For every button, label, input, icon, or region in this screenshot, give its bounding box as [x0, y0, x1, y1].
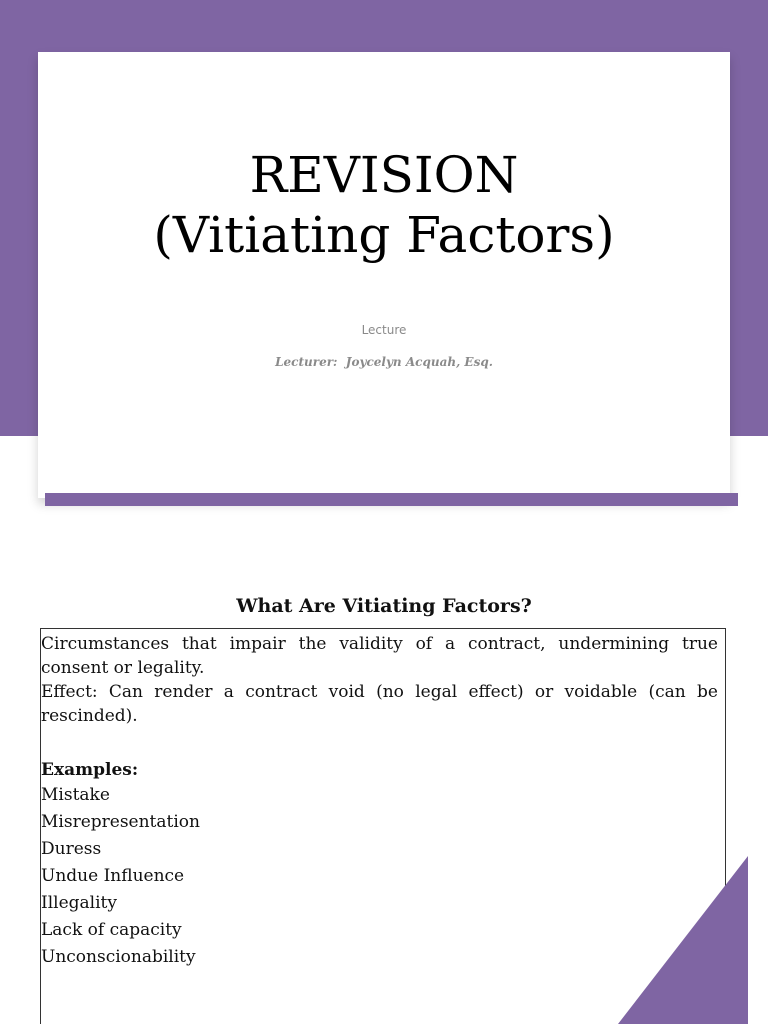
examples-label: Examples: [41, 760, 139, 780]
list-item: Duress [41, 839, 102, 859]
slide-subtitle: Lecture [361, 323, 407, 337]
content-heading: What Are Vitiating Factors? [236, 595, 532, 617]
list-item: Misrepresentation [41, 812, 200, 832]
slide-title [38, 145, 730, 265]
list-item: Unconscionability [41, 947, 196, 967]
list-item: Lack of capacity [41, 920, 182, 940]
title-card [38, 52, 730, 498]
lecturer-name: Lecturer: Joycelyn Acquah, Esq. [275, 355, 493, 369]
slide-title-line-1: REVISION [249, 146, 519, 204]
slide-title-line-2: (Vitiating Factors) [153, 206, 615, 264]
title-card-accent-bar [45, 493, 738, 506]
list-item: Illegality [41, 893, 117, 913]
examples-list [41, 782, 718, 971]
paragraph-spacer [41, 728, 718, 758]
definition-text: Circumstances that impair the validity of a contract, undermining true consent or legality. [41, 634, 718, 678]
effect-text: Effect: Can render a contract void (no legal effect) or voidable (can be rescinded). [41, 682, 718, 726]
list-item: Mistake [41, 785, 110, 805]
decorative-corner-triangle [618, 856, 748, 1024]
list-item: Undue Influence [41, 866, 185, 886]
triangle-shape [618, 856, 748, 1024]
content-body [41, 632, 718, 971]
